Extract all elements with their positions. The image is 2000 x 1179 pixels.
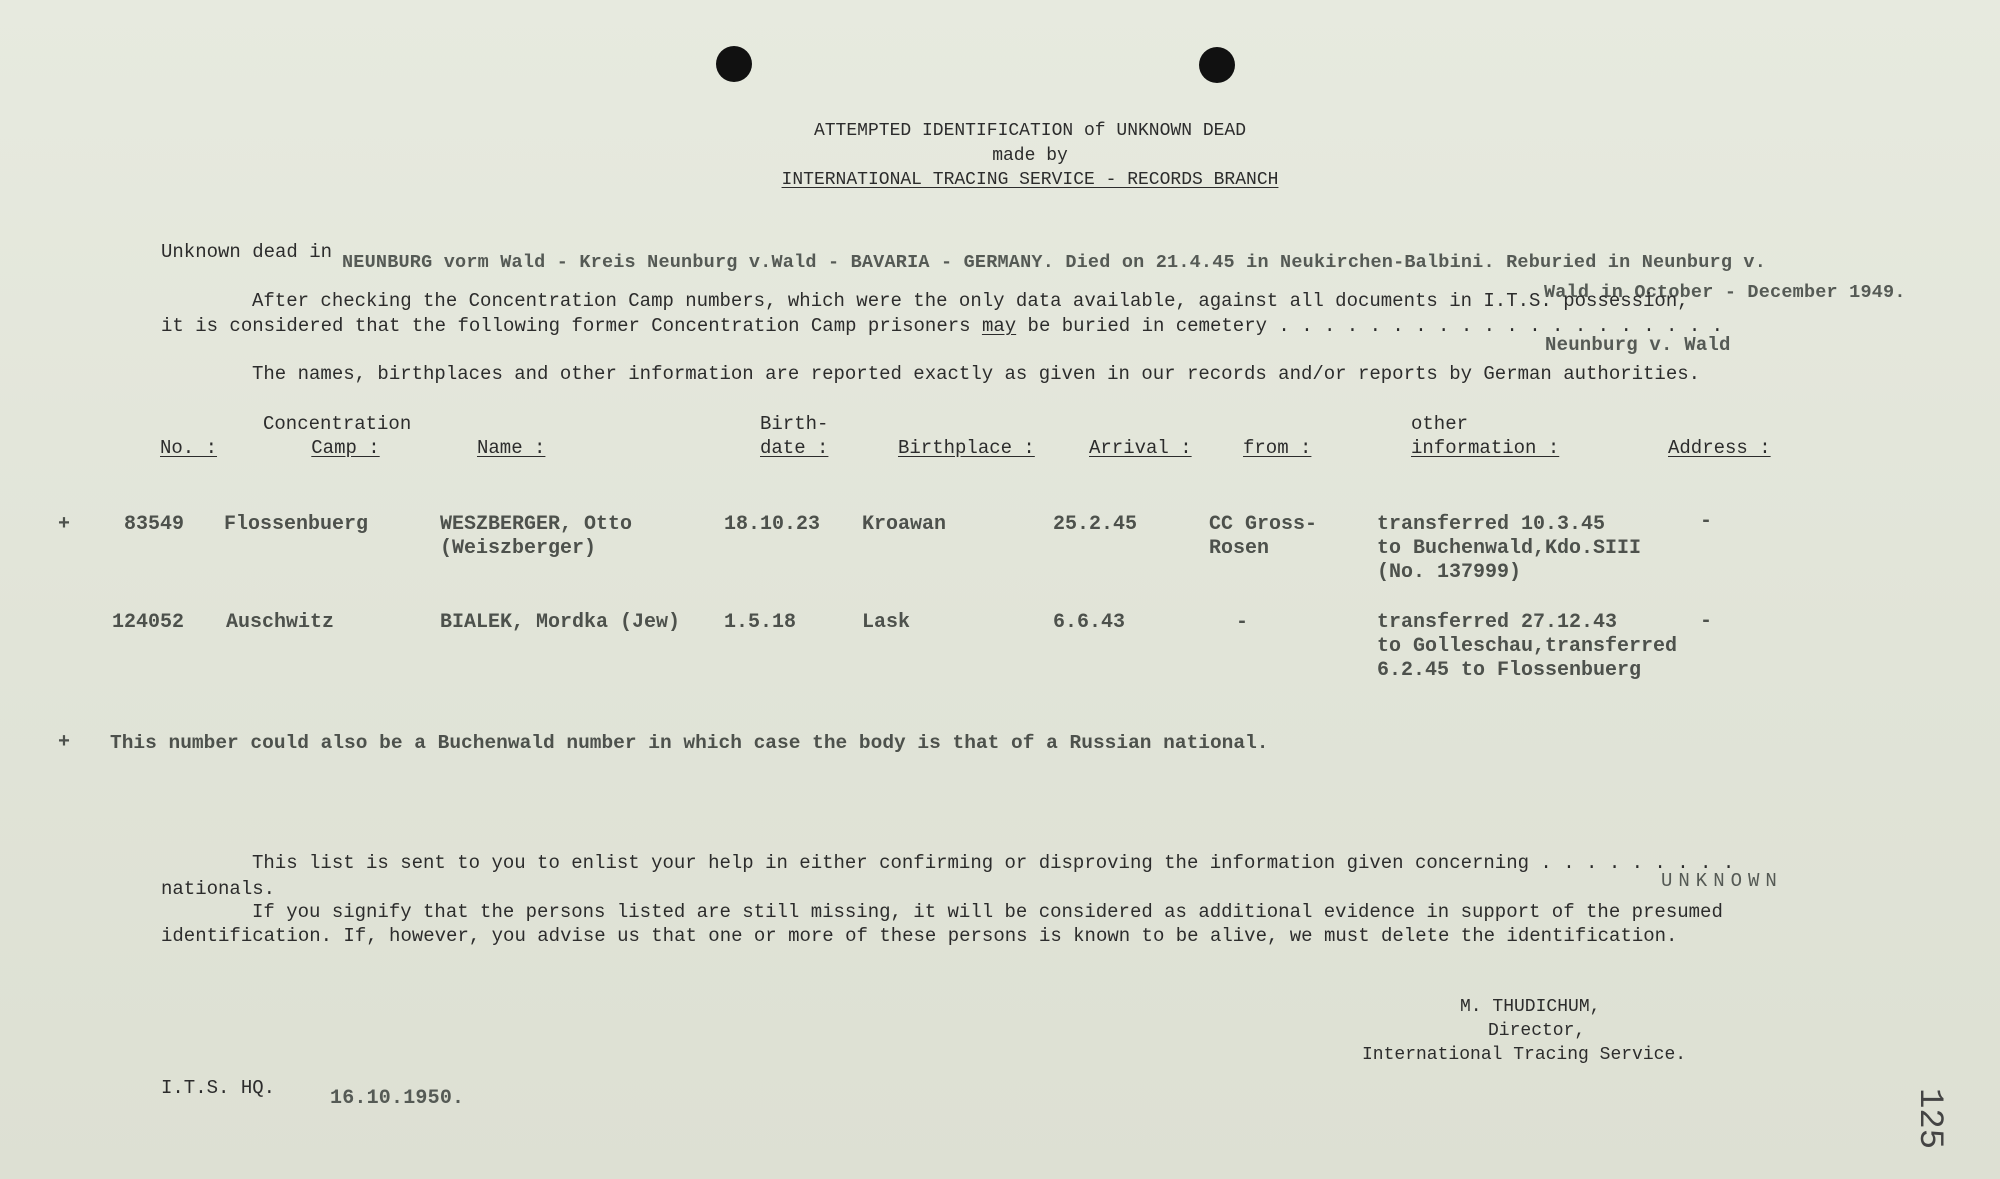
checking-text-line2 xyxy=(161,315,1723,337)
row-camp: Auschwitz xyxy=(226,611,335,634)
col-header-camp: Camp : xyxy=(311,437,380,459)
col-header-camp-top: Concentration xyxy=(263,413,412,435)
closing-text-line2: nationals. xyxy=(161,878,276,900)
row-number: 124052 xyxy=(112,611,185,634)
checking-line2-start: it is considered that the following former Concentration Camp prisoners xyxy=(161,315,982,337)
footnote-mark: + xyxy=(58,731,71,754)
row-birthplace: Lask xyxy=(862,611,911,634)
row-number: 83549 xyxy=(124,513,185,536)
location-stamp: NEUNBURG vorm Wald - Kreis Neunburg v.Wald - BAVARIA - GERMANY. Died on 21.4.45 in Neukirchen-Balbini. Reburied in Neunburg v. xyxy=(342,252,1767,273)
col-header-from: from : xyxy=(1243,437,1312,459)
col-header-other: information : xyxy=(1411,437,1560,459)
closing-text-line1: This list is sent to you to enlist your help in either confirming or disproving the information given concerning . . . . . . . . . xyxy=(252,852,1735,874)
col-header-other-top: other xyxy=(1411,413,1469,435)
page-number: 125 xyxy=(1910,1088,1948,1150)
row-from: - xyxy=(1236,611,1249,634)
row-birthdate: 1.5.18 xyxy=(724,611,797,634)
row-other-cont: to Buchenwald,Kdo.SIII xyxy=(1377,537,1642,560)
row-arrival: 6.6.43 xyxy=(1053,611,1126,634)
checking-line2-end: be buried in cemetery . . . . . . . . . . . . . . . . . . . . xyxy=(1016,315,1724,337)
doc-issuer xyxy=(530,170,1530,190)
row-other-cont2: (No. 137999) xyxy=(1377,561,1522,584)
signatory-title: Director, xyxy=(1488,1021,1586,1041)
col-header-arrival: Arrival : xyxy=(1089,437,1192,459)
footnote-text: This number could also be a Buchenwald number in which case the body is that of a Russian national. xyxy=(110,732,1269,754)
row-address: - xyxy=(1700,610,1713,633)
row-arrival: 25.2.45 xyxy=(1053,513,1138,536)
cemetery-stamp: Neunburg v. Wald xyxy=(1545,334,1731,356)
row-birthdate: 18.10.23 xyxy=(724,513,821,536)
row-mark: + xyxy=(58,513,71,536)
unknown-dead-label: Unknown dead in xyxy=(161,241,333,263)
col-header-no: No. : xyxy=(160,437,218,459)
row-from: CC Gross- xyxy=(1209,513,1318,536)
checking-text-line1: After checking the Concentration Camp numbers, which were the only data available, against all documents in I.T.S. possession, xyxy=(252,290,1689,312)
row-camp: Flossenbuerg xyxy=(224,513,369,536)
issuer-text: INTERNATIONAL TRACING SERVICE - RECORDS BRANCH xyxy=(781,170,1279,190)
closing-text-line3: If you signify that the persons listed are still missing, it will be considered as additional evidence in support of the presumed xyxy=(252,901,1723,923)
row-address: - xyxy=(1700,510,1713,533)
col-header-address: Address : xyxy=(1668,437,1771,459)
col-header-birthdate: date : xyxy=(760,437,829,459)
row-other-cont2: 6.2.45 to Flossenbuerg xyxy=(1377,659,1642,682)
col-header-name: Name : xyxy=(477,437,546,459)
row-name: WESZBERGER, Otto xyxy=(440,513,633,536)
col-header-birthplace: Birthplace : xyxy=(898,437,1035,459)
doc-subtitle: made by xyxy=(992,146,1068,166)
col-header-birthdate-top: Birth- xyxy=(760,413,829,435)
row-name: BIALEK, Mordka (Jew) xyxy=(440,611,681,634)
row-birthplace: Kroawan xyxy=(862,513,947,536)
footer-place: I.T.S. HQ. xyxy=(161,1077,276,1099)
punch-hole-right xyxy=(1199,47,1235,83)
footer-date-stamp: 16.10.1950. xyxy=(330,1087,465,1110)
row-other: transferred 10.3.45 xyxy=(1377,513,1606,536)
doc-title: ATTEMPTED IDENTIFICATION of UNKNOWN DEAD xyxy=(813,121,1247,141)
closing-text-line4: identification. If, however, you advise us that one or more of these persons is known to be alive, we must delete the identification. xyxy=(161,925,1678,947)
may-word: may xyxy=(981,315,1017,337)
signatory-org: International Tracing Service. xyxy=(1362,1045,1687,1065)
signatory-name: M. THUDICHUM, xyxy=(1460,997,1601,1017)
row-name-alt: (Weiszberger) xyxy=(440,537,597,560)
row-other: transferred 27.12.43 xyxy=(1377,611,1618,634)
names-note: The names, birthplaces and other information are reported exactly as given in our records and/or reports by German authorities. xyxy=(252,363,1701,385)
row-from-cont: Rosen xyxy=(1209,537,1270,560)
row-other-cont: to Golleschau,transferred xyxy=(1377,635,1678,658)
nationality-stamp: UNKNOWN xyxy=(1661,870,1783,892)
reburial-stamp: Wald in October - December 1949. xyxy=(1544,282,1906,303)
punch-hole-left xyxy=(716,46,752,82)
